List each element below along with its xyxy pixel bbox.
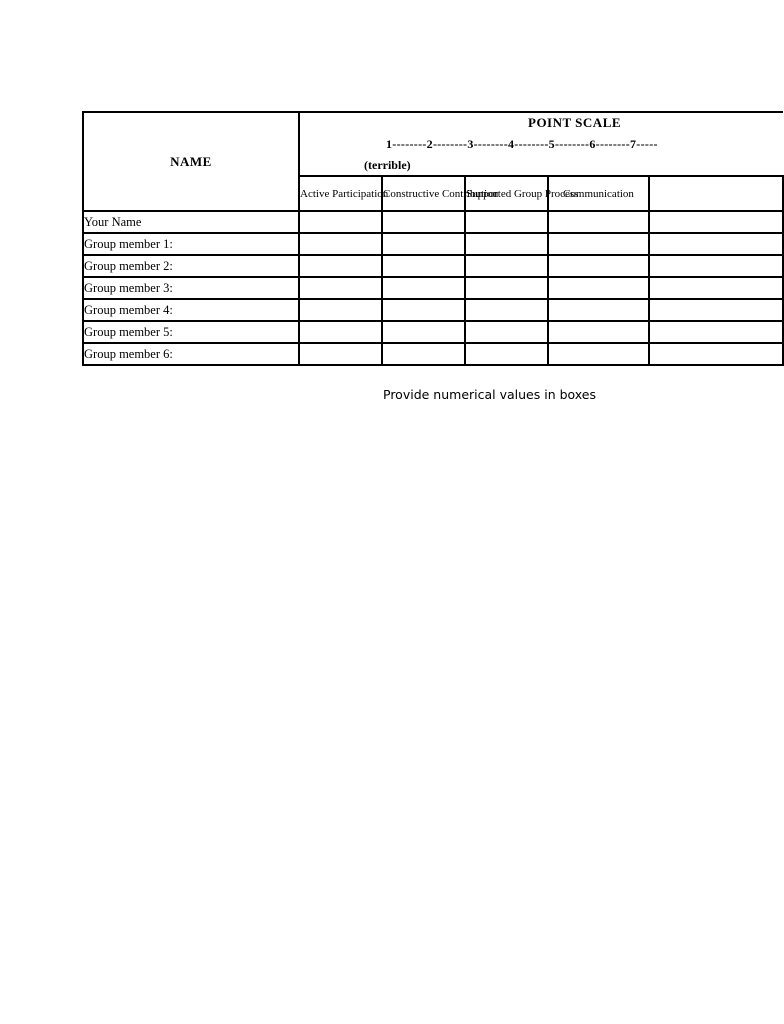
criterion-communication: Communication <box>548 176 649 211</box>
score-cell[interactable] <box>548 299 649 321</box>
score-cell[interactable] <box>548 277 649 299</box>
row-label-your-name: Your Name <box>83 211 299 233</box>
score-cell[interactable] <box>299 211 382 233</box>
score-cell[interactable] <box>465 211 548 233</box>
table-row <box>83 211 783 233</box>
score-cell[interactable] <box>465 277 548 299</box>
point-scale-header <box>299 112 783 176</box>
instruction-note: Provide numerical values in boxes <box>383 387 597 402</box>
score-cell[interactable] <box>649 343 783 365</box>
table-row <box>83 321 783 343</box>
row-label-group-member-3: Group member 3: <box>83 277 299 299</box>
point-scale-low-label: (terrible) <box>364 158 411 172</box>
score-cell[interactable] <box>649 277 783 299</box>
evaluation-sheet <box>82 111 658 365</box>
score-cell[interactable] <box>382 233 465 255</box>
score-cell[interactable] <box>382 343 465 365</box>
score-cell[interactable] <box>465 299 548 321</box>
table-row <box>83 255 783 277</box>
score-cell[interactable] <box>465 321 548 343</box>
score-cell[interactable] <box>548 211 649 233</box>
score-cell[interactable] <box>382 255 465 277</box>
score-cell[interactable] <box>299 233 382 255</box>
table-row <box>83 343 783 365</box>
score-cell[interactable] <box>382 277 465 299</box>
score-cell[interactable] <box>465 233 548 255</box>
row-label-group-member-6: Group member 6: <box>83 343 299 365</box>
criterion-active-participation: Active Participation <box>299 176 382 211</box>
score-cell[interactable] <box>382 211 465 233</box>
score-cell[interactable] <box>649 233 783 255</box>
score-cell[interactable] <box>548 343 649 365</box>
peer-evaluation-table <box>82 111 784 366</box>
score-cell[interactable] <box>649 321 783 343</box>
score-cell[interactable] <box>649 255 783 277</box>
row-label-group-member-4: Group member 4: <box>83 299 299 321</box>
score-cell[interactable] <box>465 343 548 365</box>
score-cell[interactable] <box>299 277 382 299</box>
score-cell[interactable] <box>649 299 783 321</box>
table-row <box>83 233 783 255</box>
score-cell[interactable] <box>299 299 382 321</box>
criterion-overflow-cell <box>649 176 783 211</box>
point-scale-line: 1--------2--------3--------4--------5--------6--------7----- <box>386 137 658 151</box>
row-label-group-member-5: Group member 5: <box>83 321 299 343</box>
score-cell[interactable] <box>382 321 465 343</box>
score-cell[interactable] <box>382 299 465 321</box>
score-cell[interactable] <box>548 321 649 343</box>
score-cell[interactable] <box>299 321 382 343</box>
row-label-group-member-1: Group member 1: <box>83 233 299 255</box>
score-cell[interactable] <box>465 255 548 277</box>
criterion-constructive-contribution: Constructive Contribution <box>382 176 465 211</box>
table-row <box>83 299 783 321</box>
score-cell[interactable] <box>649 211 783 233</box>
table-row <box>83 277 783 299</box>
row-label-group-member-2: Group member 2: <box>83 255 299 277</box>
name-column-header: NAME <box>83 112 299 211</box>
point-scale-title: POINT SCALE <box>528 115 622 130</box>
score-cell[interactable] <box>548 255 649 277</box>
score-cell[interactable] <box>299 343 382 365</box>
score-cell[interactable] <box>548 233 649 255</box>
header-row <box>83 112 783 176</box>
score-cell[interactable] <box>299 255 382 277</box>
criterion-supported-group-process: Supported Group Process <box>465 176 548 211</box>
